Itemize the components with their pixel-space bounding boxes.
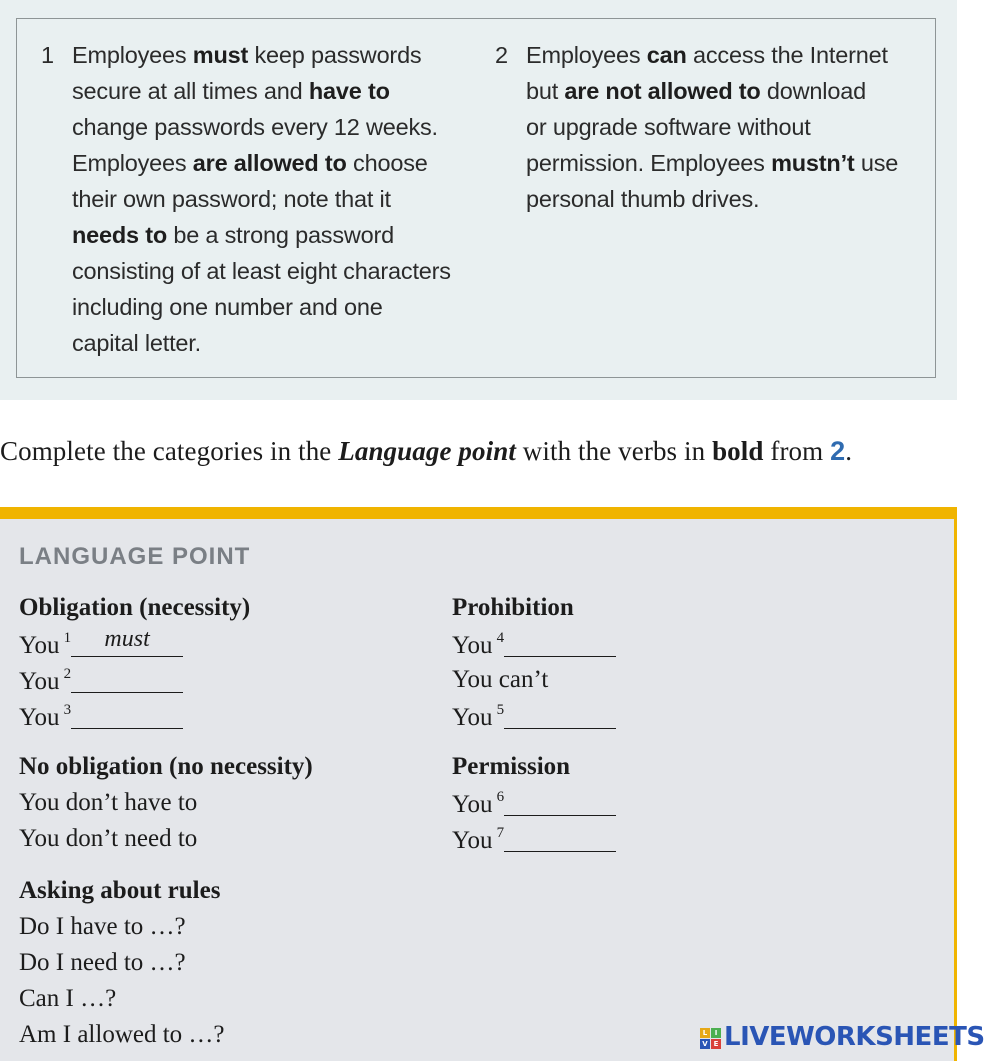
bold-verb: are not allowed to [564, 78, 761, 104]
bold-verb: have to [308, 78, 390, 104]
bold-verb: mustn’t [771, 150, 855, 176]
rule-line [72, 253, 461, 289]
rule-text-segment: access the Internet [686, 42, 888, 68]
rule-line [526, 145, 915, 181]
rule-text-segment: personal thumb drives. [526, 186, 760, 212]
bold-verb: needs to [72, 222, 168, 248]
bold-verb: are allowed to [192, 150, 347, 176]
rule-line [72, 181, 461, 217]
rule-number: 2 [495, 42, 508, 68]
answer-blank-7[interactable] [504, 827, 616, 852]
instruction-text: Complete the categories in the Language point with the verbs in bold from 2. [0, 436, 853, 466]
rule-text-segment: use [854, 150, 899, 176]
rule-text-segment: Employees [72, 150, 193, 176]
rule-line [72, 145, 461, 181]
answer-blank-6[interactable] [504, 791, 616, 816]
permission-heading: Permission [452, 753, 571, 780]
no-obligation-line-2: You don’t need to [19, 825, 198, 852]
rule-2 [495, 37, 915, 217]
prohibition-heading: Prohibition [452, 594, 574, 621]
answer-blank-2[interactable] [71, 668, 183, 693]
rule-line [72, 73, 461, 109]
rule-text [72, 37, 461, 361]
prohibition-line: You can’t [452, 666, 549, 693]
rule-text-segment: their own password; note that it [72, 186, 391, 212]
rule-text-segment: or upgrade software without [526, 114, 811, 140]
obligation-row-2: You $^2$ [19, 666, 183, 696]
prohibition-row-5: You $^5$ [452, 702, 616, 732]
exercise-reference: 2 [830, 436, 846, 466]
bold-verb: must [192, 42, 249, 68]
asking-line-3: Can I …? [19, 985, 117, 1012]
rule-line [526, 73, 915, 109]
language-point-title: LANGUAGE POINT [19, 543, 251, 570]
asking-line-1: Do I have to …? [19, 913, 186, 940]
permission-row-7: You $^7$ [452, 825, 616, 855]
reading-panel [0, 0, 957, 400]
language-point-box [0, 507, 957, 1061]
rule-text-segment: including one number and one [72, 294, 383, 320]
permission-row-6: You $^6$ [452, 789, 616, 819]
rule-line [72, 109, 461, 145]
rule-line [526, 181, 915, 217]
answer-blank-4[interactable] [504, 632, 616, 657]
answer-blank-3[interactable] [71, 704, 183, 729]
asking-line-4: Am I allowed to …? [19, 1021, 225, 1048]
obligation-heading: Obligation (necessity) [19, 594, 251, 621]
rule-line [72, 289, 461, 325]
rule-line [72, 37, 461, 73]
rule-number: 1 [41, 42, 54, 68]
rule-text-segment: change passwords every 12 weeks. [72, 114, 438, 140]
rule-text-segment: permission. Employees [526, 150, 772, 176]
rule-text [526, 37, 915, 217]
obligation-row-1: You $^1$ must [19, 630, 183, 660]
rule-line [72, 325, 461, 361]
answer-blank-5[interactable] [504, 704, 616, 729]
watermark-text: LIVEWORKSHEETS [724, 1022, 985, 1052]
rule-text-segment: choose [346, 150, 428, 176]
rule-text-segment: download [760, 78, 866, 104]
answer-text: must [104, 626, 150, 652]
rule-text-segment: Employees [526, 42, 647, 68]
asking-line-2: Do I need to …? [19, 949, 186, 976]
rule-line [526, 37, 915, 73]
rule-text-segment: be a strong password [167, 222, 395, 248]
rule-text-segment: Employees [72, 42, 193, 68]
rule-1 [41, 37, 461, 361]
rule-line [526, 109, 915, 145]
no-obligation-heading: No obligation (no necessity) [19, 753, 313, 780]
no-obligation-line-1: You don’t have to [19, 789, 198, 816]
rule-text-segment: secure at all times and [72, 78, 309, 104]
asking-heading: Asking about rules [19, 877, 221, 904]
obligation-row-3: You $^3$ [19, 702, 183, 732]
rule-text-segment: capital letter. [72, 330, 201, 356]
rule-line [72, 217, 461, 253]
rule-text-segment: keep passwords [248, 42, 422, 68]
liveworksheets-logo-icon: L I V E [700, 1028, 722, 1050]
rules-box [16, 18, 936, 378]
rule-text-segment: but [526, 78, 565, 104]
prohibition-row-4: You $^4$ [452, 630, 616, 660]
rule-text-segment: consisting of at least eight characters [72, 258, 451, 284]
bold-verb: can [646, 42, 687, 68]
